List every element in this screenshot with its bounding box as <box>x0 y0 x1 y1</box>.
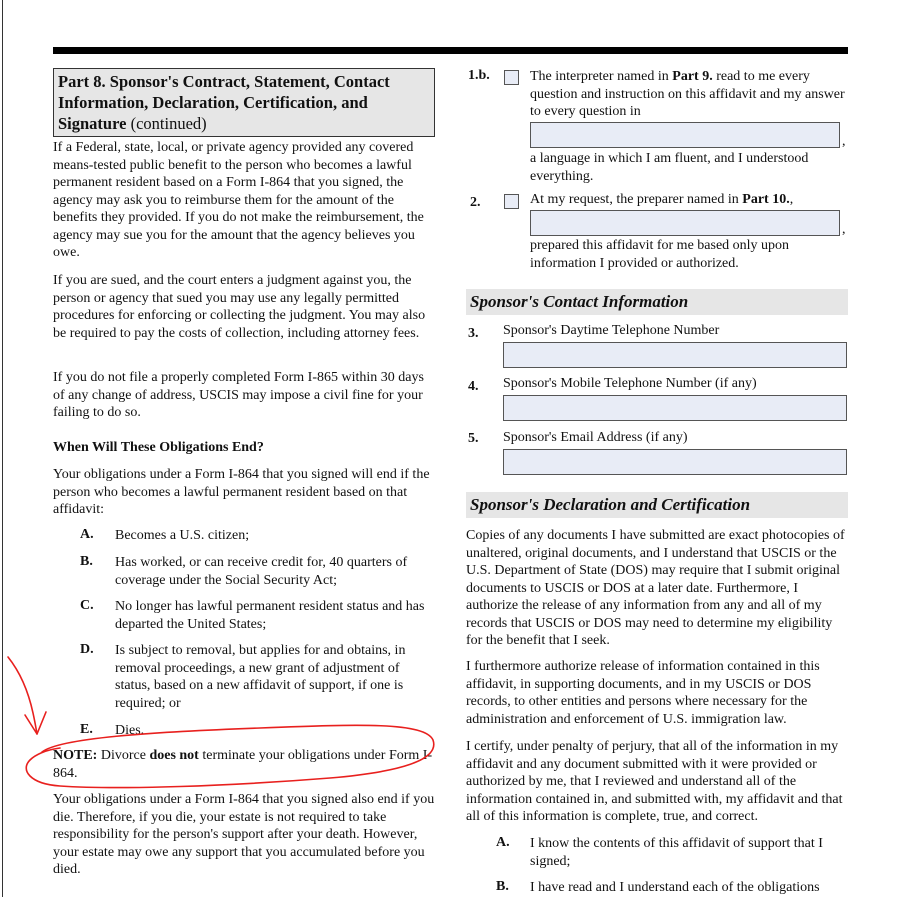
part-title-box <box>53 68 435 137</box>
daytime-phone-input[interactable] <box>503 342 847 368</box>
arrow-stroke <box>8 657 37 734</box>
note-emphasis: does not <box>149 748 199 763</box>
cert-letter: B. <box>496 879 509 894</box>
preparer-input[interactable] <box>530 210 840 236</box>
contact-info-heading: Sponsor's Contact Information <box>466 289 848 315</box>
preparer-statement-end: prepared this affidavit for me based only upon information I provided or authorized. <box>530 238 790 271</box>
arrow-head <box>25 712 46 734</box>
list-item-text: Has worked, or can receive credit for, 40 quarters of coverage under the Social Security Act; <box>115 555 408 588</box>
note-label: NOTE: <box>53 748 98 763</box>
question-number: 3. <box>468 326 479 341</box>
obligations-end-paragraph: Your obligations under a Form I-864 that you signed will end if the person who becomes a lawful permanent resident based on that affidavit: <box>53 467 430 517</box>
interpreter-text: The interpreter named in <box>530 69 673 84</box>
list-item-letter: D. <box>80 642 94 657</box>
interpreter-text-end: read to me every question and instruction on this affidavit and my answer to every question in <box>530 69 845 119</box>
daytime-phone-label: Sponsor's Daytime Telephone Number <box>503 323 720 338</box>
cert-text: I know the contents of this affidavit of support that I signed; <box>530 836 823 869</box>
interpreter-part-ref: Part 9. <box>672 69 713 84</box>
mobile-phone-label: Sponsor's Mobile Telephone Number (if any) <box>503 376 757 391</box>
list-item <box>53 722 435 742</box>
preparer-text-end: , <box>789 192 794 207</box>
preparer-checkbox[interactable] <box>504 194 519 209</box>
mobile-phone-input[interactable] <box>503 395 847 421</box>
list-item <box>53 527 435 547</box>
civil-fine-paragraph: If you do not file a properly completed Form I-865 within 30 days of any change of address, USCIS may impose a civil fine for your failing to do so. <box>53 370 424 420</box>
divorce-note <box>53 747 435 782</box>
part-title-continued: (continued) <box>126 114 207 133</box>
list-item-text: No longer has lawful permanent resident status and has departed the United States; <box>115 599 425 632</box>
cert-letter: A. <box>496 835 510 850</box>
note-text: Divorce <box>97 748 150 763</box>
list-item-letter: E. <box>80 722 93 737</box>
list-item-text: Is subject to removal, but applies for and obtains, in removal proceedings, a new grant of adjustment of status, based on a new affidavit of support, if one is required; or <box>115 643 406 711</box>
header-rule <box>53 47 848 54</box>
comma: , <box>842 134 846 149</box>
interpreter-statement <box>530 68 848 121</box>
interpreter-checkbox[interactable] <box>504 70 519 85</box>
preparer-part-ref: Part 10. <box>742 192 790 207</box>
declaration-heading: Sponsor's Declaration and Certification <box>466 492 848 518</box>
note-text-end: terminate your obligations under Form I-864. <box>53 748 433 781</box>
list-item-text: Becomes a U.S. citizen; <box>115 528 250 543</box>
part-title: Part 8. Sponsor's Contract, Statement, Contact Information, Declaration, Certification, and Signature <box>58 72 390 133</box>
list-item-text: Dies. <box>115 723 145 738</box>
declaration-paragraph-1: Copies of any documents I have submitted are exact photocopies of unaltered, original documents, and I understand that USCIS or the U.S. Department of State (DOS) may require that I submit original documents to USCIS or DOS at a later date. Furthermore, I authorize the release of any information from any and all of my records that USCIS or DOS may need to determine my eligibility for the benefit that I seek. <box>466 528 845 648</box>
preparer-text: At my request, the preparer named in <box>530 192 743 207</box>
question-number: 5. <box>468 431 479 446</box>
question-number: 2. <box>470 195 481 210</box>
list-item <box>53 598 435 638</box>
list-item <box>53 642 435 718</box>
judgment-paragraph: If you are sued, and the court enters a judgment against you, the person or agency that sued you may use any legally permitted procedures for enforcing or collecting the judgment. You may also be required to pay the costs of collection, including attorney fees. <box>53 273 426 341</box>
email-input[interactable] <box>503 449 847 475</box>
list-item-letter: A. <box>80 527 94 542</box>
preparer-statement <box>530 191 848 209</box>
declaration-paragraph-3: I certify, under penalty of perjury, that all of the information in my affidavit and any document submitted with it were provided or authorized by me, that I reviewed and understand all of the information contained in, and submitted with, my affidavit and that all of this information is complete, true, and correct. <box>466 739 843 824</box>
obligations-heading: When Will These Obligations End? <box>53 440 264 455</box>
reimbursement-paragraph: If a Federal, state, local, or private agency provided any covered means-tested public benefit to the person who becomes a lawful permanent resident based on a Form I-864 that you signed, the agency may ask you to reimburse them for the amount of the benefits they provided. If you do not make the reimbursement, the agency may sue you for the amount that the agency believes you owe. <box>53 140 424 260</box>
comma: , <box>842 222 846 237</box>
email-label: Sponsor's Email Address (if any) <box>503 430 688 445</box>
list-item <box>53 554 435 594</box>
language-input[interactable] <box>530 122 840 148</box>
page-edge-line <box>2 0 3 897</box>
cert-text: I have read and I understand each of the obligations <box>530 880 820 895</box>
list-item-letter: C. <box>80 598 94 613</box>
declaration-paragraph-2: I furthermore authorize release of information contained in this affidavit, in supporting documents, and in my USCIS or DOS records, to other entities and persons where necessary for the administration and enforcement of U.S. immigration law. <box>466 659 820 727</box>
list-item-letter: B. <box>80 554 93 569</box>
question-number: 4. <box>468 379 479 394</box>
question-number: 1.b. <box>468 68 490 83</box>
death-paragraph: Your obligations under a Form I-864 that you signed also end if you die. Therefore, if you die, your estate is not required to take responsibility for the person's support after your death. However, your estate may owe any support that you accumulated before you died. <box>53 792 435 877</box>
interpreter-statement-end: a language in which I am fluent, and I understood everything. <box>530 151 809 184</box>
